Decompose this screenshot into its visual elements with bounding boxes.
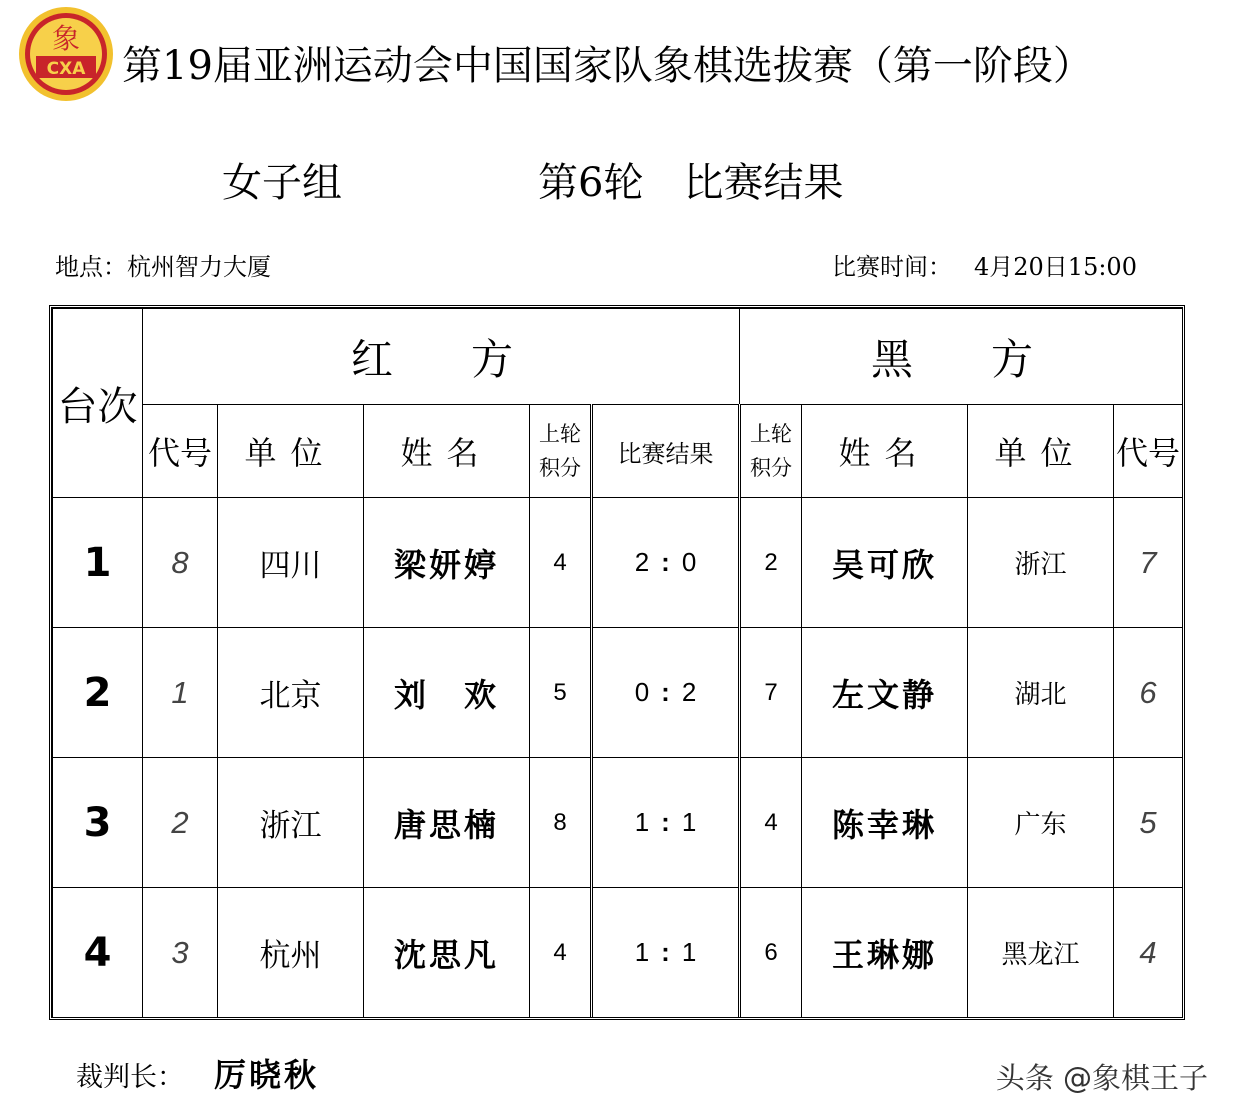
logo-text: CXA [46, 59, 86, 79]
black-unit-header: 单位 [968, 405, 1114, 498]
black-unit: 广东 [968, 758, 1114, 888]
black-prev-points: 4 [740, 758, 802, 888]
black-code: 7 [1114, 498, 1183, 628]
black-prev-points: 7 [740, 628, 802, 758]
red-player-name: 沈思凡 [364, 888, 530, 1018]
time-info [832, 252, 1137, 282]
match-result: 2 : 0 [592, 498, 740, 628]
red-code: 8 [143, 498, 218, 628]
red-name-header: 姓名 [364, 405, 530, 498]
time-label: 比赛时间： [832, 253, 952, 281]
red-code: 3 [143, 888, 218, 1018]
table-row [53, 758, 1183, 888]
black-unit: 黑龙江 [968, 888, 1114, 1018]
black-player-name: 左文静 [802, 628, 968, 758]
black-code: 5 [1114, 758, 1183, 888]
results-table [52, 308, 1183, 1018]
black-player-name: 陈幸琳 [802, 758, 968, 888]
red-unit: 杭州 [218, 888, 364, 1018]
red-player-name: 梁妍婷 [364, 498, 530, 628]
black-player-name: 王琳娜 [802, 888, 968, 1018]
board-number: 3 [53, 758, 143, 888]
venue-label: 地点： [55, 253, 127, 281]
round-title: 第6轮 比赛结果 [538, 160, 844, 206]
black-unit: 浙江 [968, 498, 1114, 628]
match-result: 1 : 1 [592, 888, 740, 1018]
black-prev-points: 6 [740, 888, 802, 1018]
black-code: 4 [1114, 888, 1183, 1018]
match-result: 0 : 2 [592, 628, 740, 758]
black-side-header: 黑 方 [740, 309, 1183, 405]
venue-value: 杭州智力大厦 [127, 253, 271, 281]
red-unit: 四川 [218, 498, 364, 628]
red-code-header: 代号 [143, 405, 218, 498]
referee-label: 裁判长： [76, 1062, 184, 1093]
red-player-name: 刘 欢 [364, 628, 530, 758]
red-player-name: 唐思楠 [364, 758, 530, 888]
board-header: 台次 [53, 309, 143, 498]
page-title: 第19届亚洲运动会中国国家队象棋选拔赛（第一阶段） [122, 43, 1093, 89]
results-table-frame [49, 305, 1185, 1020]
red-prev-points: 4 [530, 888, 592, 1018]
table-row [53, 628, 1183, 758]
table-row [53, 498, 1183, 628]
group-title: 女子组 [222, 160, 342, 206]
red-code: 1 [143, 628, 218, 758]
black-code-header: 代号 [1114, 405, 1183, 498]
black-name-header: 姓名 [802, 405, 968, 498]
venue-info [55, 252, 271, 282]
board-number: 2 [53, 628, 143, 758]
board-number: 4 [53, 888, 143, 1018]
red-prev-points: 5 [530, 628, 592, 758]
red-prev-points-header: 上轮 积分 [530, 405, 592, 498]
logo-glyph: 象 [51, 22, 81, 55]
black-prev-points-header: 上轮 积分 [740, 405, 802, 498]
red-unit-header: 单位 [218, 405, 364, 498]
red-side-header: 红 方 [143, 309, 740, 405]
red-unit: 浙江 [218, 758, 364, 888]
time-value: 4月20日15:00 [974, 253, 1137, 281]
red-prev-points: 8 [530, 758, 592, 888]
table-row [53, 888, 1183, 1018]
red-code: 2 [143, 758, 218, 888]
source-watermark: 头条 @象棋王子 [995, 1061, 1208, 1095]
black-unit: 湖北 [968, 628, 1114, 758]
red-prev-points: 4 [530, 498, 592, 628]
referee-name: 厉晓秋 [214, 1056, 320, 1094]
cxa-logo [18, 6, 114, 102]
chief-referee [76, 1055, 319, 1098]
black-code: 6 [1114, 628, 1183, 758]
result-header: 比赛结果 [592, 405, 740, 498]
black-player-name: 吴可欣 [802, 498, 968, 628]
match-result: 1 : 1 [592, 758, 740, 888]
black-prev-points: 2 [740, 498, 802, 628]
red-unit: 北京 [218, 628, 364, 758]
board-number: 1 [53, 498, 143, 628]
